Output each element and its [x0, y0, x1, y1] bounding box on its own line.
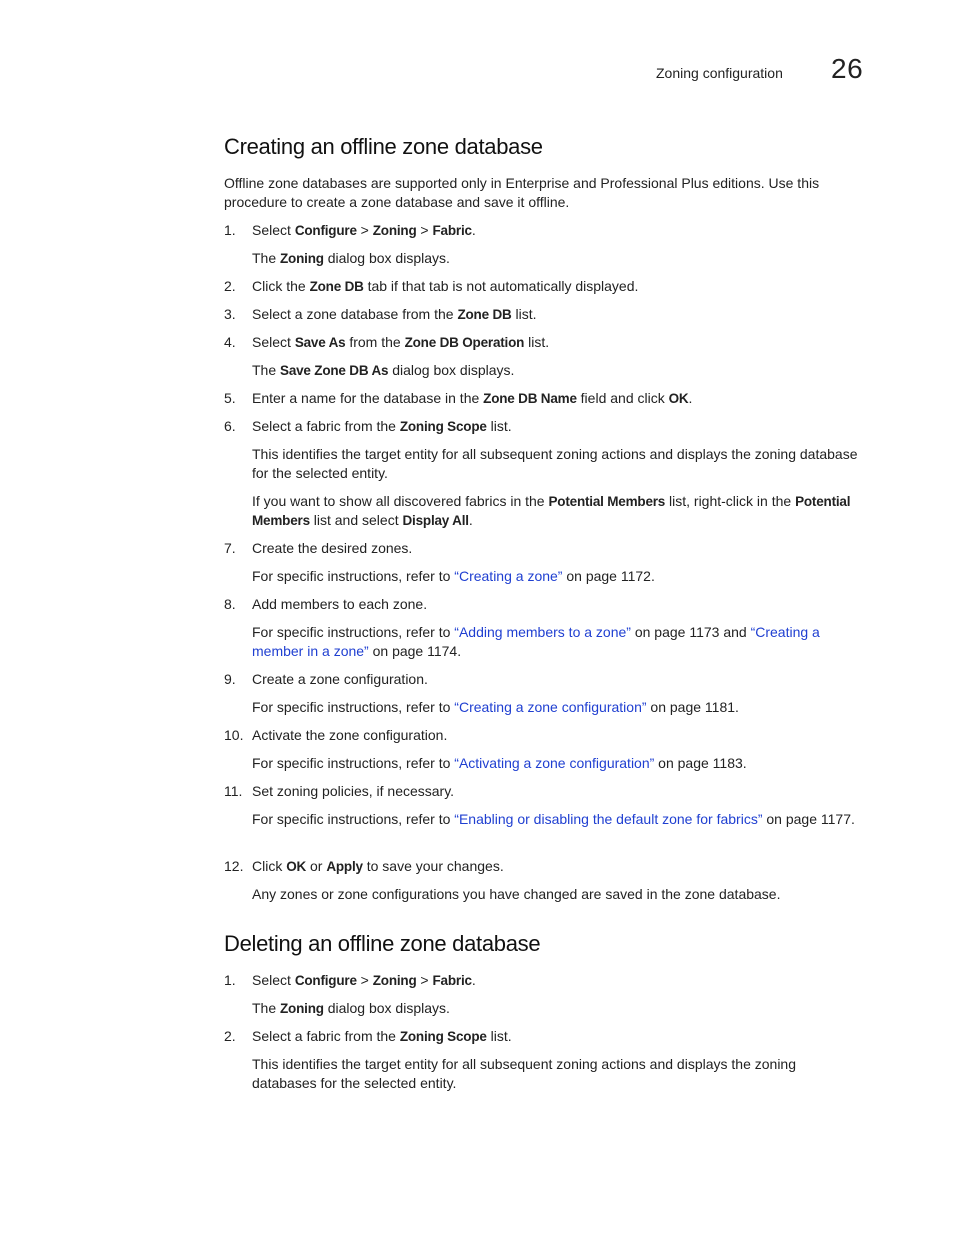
step-1: Select Configure > Zoning > Fabric. — [252, 222, 476, 238]
section-heading-deleting: Deleting an offline zone database — [224, 931, 541, 956]
step-7: Create the desired zones. — [252, 540, 413, 556]
step-9: Create a zone configuration. — [252, 671, 428, 687]
delete-step-2: Select a fabric from the Zoning Scope list. — [252, 1028, 512, 1044]
step-number: 1. — [224, 222, 236, 238]
step-9-note: For specific instructions, refer to “Creating a zone configuration” on page 1181. — [252, 699, 739, 715]
step-number: 10. — [224, 727, 244, 743]
step-number: 6. — [224, 418, 236, 434]
step-12: Click OK or Apply to save your changes. — [252, 858, 504, 874]
section-heading-creating: Creating an offline zone database — [224, 134, 543, 159]
step-number: 2. — [224, 278, 236, 294]
step-11-note: For specific instructions, refer to “Enabling or disabling the default zone for fabrics” on page 1177. — [252, 811, 855, 827]
link-creating-zone-config[interactable]: “Creating a zone configuration” — [454, 699, 647, 715]
step-10: Activate the zone configuration. — [252, 727, 448, 743]
step-number: 11. — [224, 783, 243, 799]
step-number: 1. — [224, 972, 236, 988]
step-8-note: For specific instructions, refer to “Adding members to a zone” on page 1173 and “Creating a member in a zone” on page 1174. — [252, 624, 820, 659]
link-adding-members[interactable]: “Adding members to a zone” — [454, 624, 631, 640]
step-4-note: The Save Zone DB As dialog box displays. — [252, 362, 515, 378]
running-header-title: Zoning configuration — [656, 65, 783, 81]
step-2: Click the Zone DB tab if that tab is not automatically displayed. — [252, 278, 639, 294]
step-12-note: Any zones or zone configurations you have changed are saved in the zone database. — [252, 886, 781, 902]
step-6-note-1: This identifies the target entity for all subsequent zoning actions and displays the zoning database for the selected entity. — [252, 446, 858, 481]
step-number: 3. — [224, 306, 236, 322]
step-number: 12. — [224, 858, 244, 874]
step-4: Select Save As from the Zone DB Operation list. — [252, 334, 550, 350]
intro-paragraph: Offline zone databases are supported only in Enterprise and Professional Plus editions. Use this procedure to create a zone database and save it offline. — [224, 175, 820, 210]
delete-step-1-note: The Zoning dialog box displays. — [252, 1000, 450, 1016]
step-3: Select a zone database from the Zone DB list. — [252, 306, 537, 322]
step-5: Enter a name for the database in the Zone DB Name field and click OK. — [252, 390, 693, 406]
step-1-note: The Zoning dialog box displays. — [252, 250, 450, 266]
step-8: Add members to each zone. — [252, 596, 428, 612]
delete-step-2-note: This identifies the target entity for all subsequent zoning actions and displays the zoning databases for the selected entity. — [252, 1056, 796, 1091]
step-6: Select a fabric from the Zoning Scope list. — [252, 418, 512, 434]
link-activating-zone-config[interactable]: “Activating a zone configuration” — [454, 755, 655, 771]
link-default-zone[interactable]: “Enabling or disabling the default zone for fabrics” — [454, 811, 763, 827]
delete-step-1: Select Configure > Zoning > Fabric. — [252, 972, 476, 988]
link-creating-a-zone[interactable]: “Creating a zone” — [454, 568, 563, 584]
step-number: 4. — [224, 334, 236, 350]
step-7-note: For specific instructions, refer to “Creating a zone” on page 1172. — [252, 568, 655, 584]
step-number: 7. — [224, 540, 236, 556]
step-11: Set zoning policies, if necessary. — [252, 783, 455, 799]
step-number: 5. — [224, 390, 236, 406]
step-6-note-2: If you want to show all discovered fabrics in the Potential Members list, right-click in the Potential Members list and select Display All. — [252, 493, 851, 528]
step-number: 8. — [224, 596, 236, 612]
step-10-note: For specific instructions, refer to “Activating a zone configuration” on page 1183. — [252, 755, 747, 771]
step-number: 9. — [224, 671, 236, 687]
chapter-number: 26 — [831, 53, 864, 84]
link-creating-member[interactable]: “Creating a member in a zone” — [252, 624, 820, 659]
step-number: 2. — [224, 1028, 236, 1044]
